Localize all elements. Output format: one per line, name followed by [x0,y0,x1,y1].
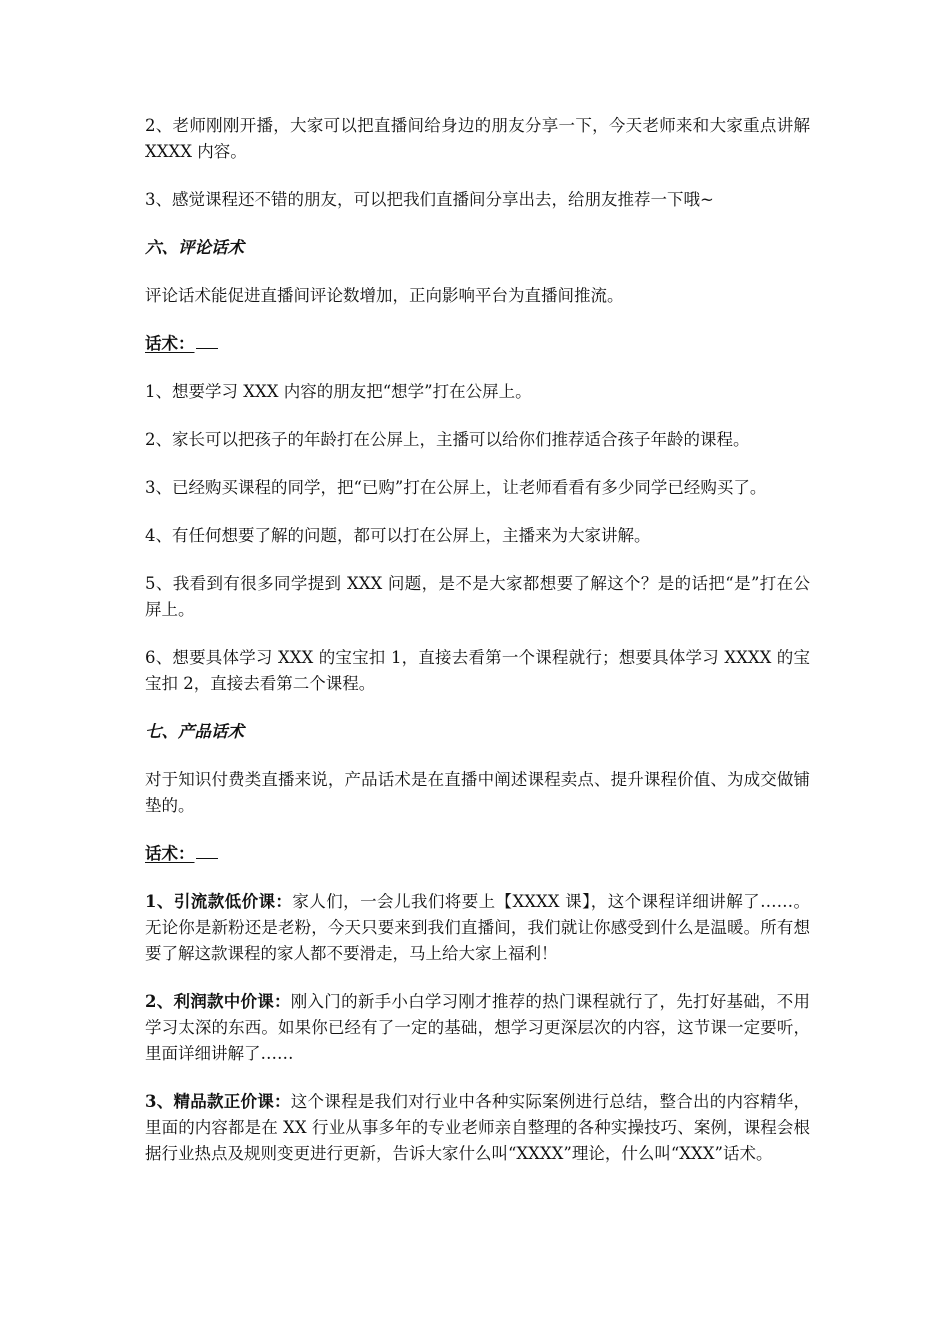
list-item: 5、我看到有很多同学提到 XXX 问题，是不是大家都想要了解这个？是的话把“是”打在公屏上。 [145,574,810,619]
product-item-lowprice [145,889,810,967]
product-item-fullprice [145,1089,810,1167]
script-label-comments [145,331,810,357]
paragraph-share-2: 3、感觉课程还不错的朋友，可以把我们直播间分享出去，给朋友推荐一下哦~ [145,190,714,209]
script-label-text: 话术： [145,334,195,353]
section-heading-product: 七、产品话术 [145,722,244,741]
section-intro-product: 对于知识付费类直播来说，产品话术是在直播中阐述课程卖点、提升课程价值、为成交做铺垫的。 [145,770,810,815]
product-item-lead: 3、精品款正价课： [145,1092,291,1111]
list-item: 4、有任何想要了解的问题，都可以打在公屏上，主播来为大家讲解。 [145,526,651,545]
document-page [145,113,810,1189]
section-heading-comments: 六、评论话术 [145,238,244,257]
product-item-lead: 2、利润款中价课： [145,992,291,1011]
product-item-text: 刚入门的新手小白学习刚才推荐的热门课程就行了，先打好基础，不用学习太深的东西。如果你已经有了一定的基础，想学习更深层次的内容，这节课一定要听，里面详细讲解了…… [145,992,811,1063]
list-item: 1、想要学习 XXX 内容的朋友把“想学”打在公屏上。 [145,382,532,401]
script-label-text: 话术： [145,844,195,863]
list-item: 2、家长可以把孩子的年龄打在公屏上，主播可以给你们推荐适合孩子年龄的课程。 [145,430,750,449]
product-item-lead: 1、引流款低价课： [145,892,293,911]
underline-pad [196,347,218,349]
product-item-text: 这个课程是我们对行业中各种实际案例进行总结，整合出的内容精华，里面的内容都是在 XX 行业从事多年的专业老师亲自整理的各种实操技巧、案例，课程会根据行业热点及规则变更进行更新，告诉大家什么叫“XXXX”理论，什么叫“XXX”话术。 [145,1092,811,1163]
product-item-midprice [145,989,810,1067]
list-item: 6、想要具体学习 XXX 的宝宝扣 1，直接去看第一个课程就行；想要具体学习 XXXX 的宝宝扣 2，直接去看第二个课程。 [145,648,810,693]
list-item: 3、已经购买课程的同学，把“已购”打在公屏上，让老师看看有多少同学已经购买了。 [145,478,767,497]
underline-pad [196,857,218,859]
product-item-text: 家人们，一会儿我们将要上【XXXX 课】，这个课程详细讲解了……。无论你是新粉还是老粉，今天只要来到我们直播间，我们就让你感受到什么是温暖。所有想要了解这款课程的家人都不要滑走，马上给大家上福利！ [145,892,811,963]
script-label-product [145,841,810,867]
section-intro-comments: 评论话术能促进直播间评论数增加，正向影响平台为直播间推流。 [145,286,624,305]
paragraph-share-1: 2、老师刚刚开播，大家可以把直播间给身边的朋友分享一下，今天老师来和大家重点讲解 XXXX 内容。 [145,116,810,161]
